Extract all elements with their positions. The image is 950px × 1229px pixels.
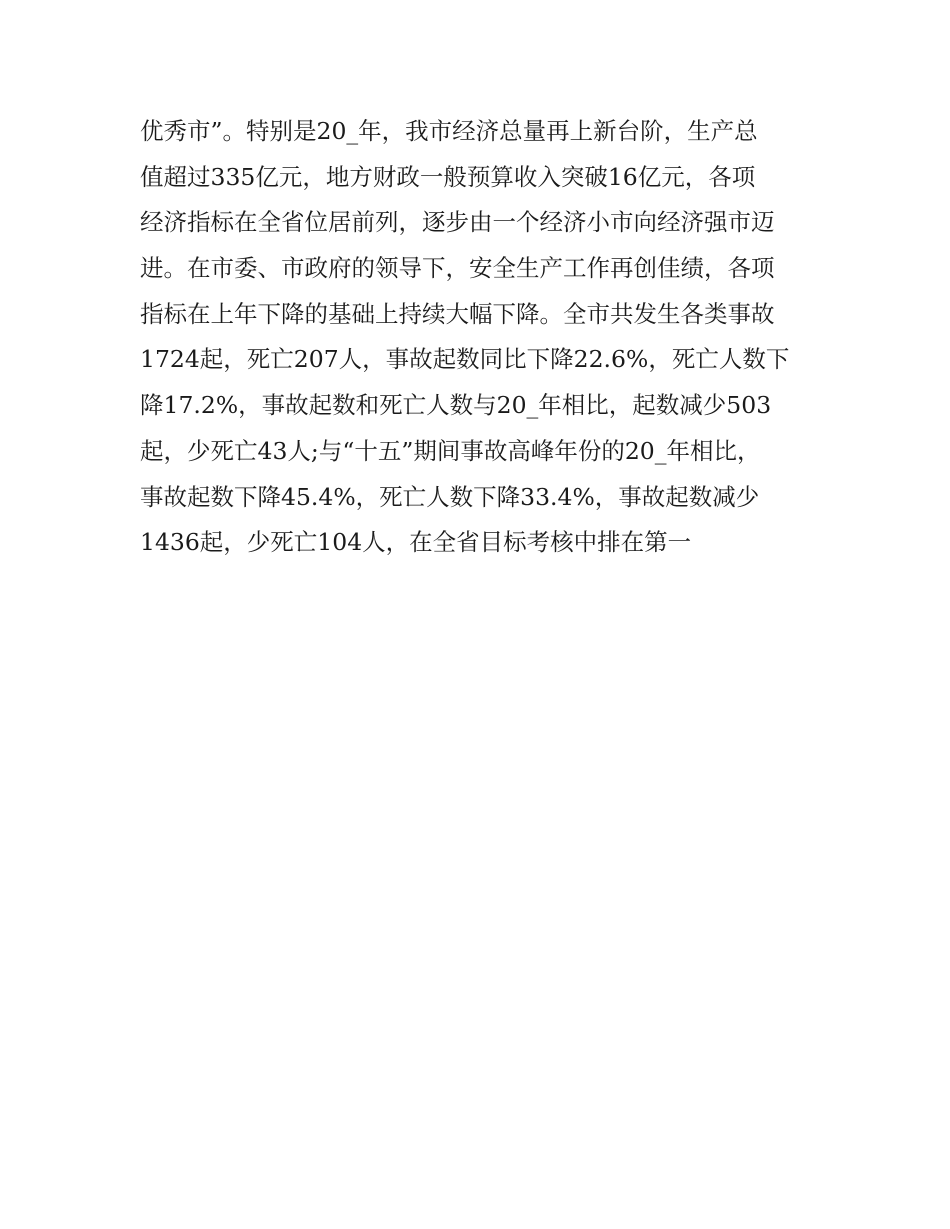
paragraph-line: 1436起，少死亡104人，在全省目标考核中排在第一 — [140, 528, 692, 557]
paragraph-line: 经济指标在全省位居前列，逐步由一个经济小市向经济强市迈 — [140, 208, 775, 237]
paragraph-line: 进。在市委、市政府的领导下，安全生产工作再创佳绩，各项 — [140, 254, 775, 283]
document-paragraph — [140, 109, 830, 566]
paragraph-line: 1724起，死亡207人，事故起数同比下降22.6%，死亡人数下 — [140, 345, 790, 374]
paragraph-line: 降17.2%，事故起数和死亡人数与20_年相比，起数减少503 — [140, 391, 772, 420]
paragraph-line: 值超过335亿元，地方财政一般预算收入突破16亿元，各项 — [140, 162, 756, 191]
paragraph-line: 指标在上年下降的基础上持续大幅下降。全市共发生各类事故 — [140, 299, 775, 328]
paragraph-line: 事故起数下降45.4%，死亡人数下降33.4%，事故起数减少 — [140, 482, 760, 511]
paragraph-line: 起，少死亡43人;与“十五”期间事故高峰年份的20_年相比， — [140, 436, 761, 465]
paragraph-line: 优秀市”。特别是20_年，我市经济总量再上新台阶，生产总 — [140, 117, 758, 145]
